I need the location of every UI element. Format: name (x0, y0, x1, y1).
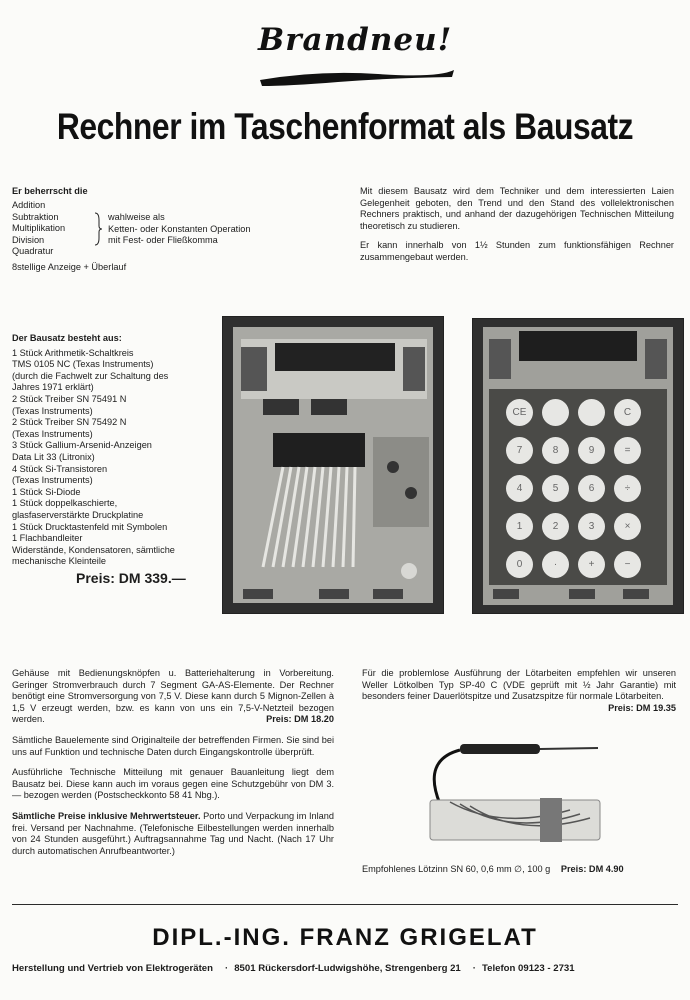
option-line: wahlweise als (108, 212, 165, 222)
soldering-paragraph: Für die problemlose Ausführung der Lötarbeiten empfehlen wir unseren Weller Lötkolben Typ SP-40 C (VDE geprüft mit ½ Jahr Garantie) mit besonders feiner Dauerlötspitze und Zusatzspitze für normale Lötarbeiten. (362, 668, 676, 702)
kit-contents (12, 333, 208, 568)
keypad-key: 3 (578, 513, 605, 540)
operation-item: Addition (12, 200, 46, 210)
operation-item: Division (12, 234, 45, 245)
kit-line: (Texas Instruments) (12, 428, 93, 439)
display-line: 8stellige Anzeige + Überlauf (12, 262, 127, 272)
vat-note: Sämtliche Preise inklusive Mehrwertsteuer. (12, 810, 201, 821)
soldering-iron-icon (420, 740, 606, 846)
kit-line: (Texas Instruments) (12, 475, 93, 486)
keypad-key: 0 (506, 551, 533, 578)
lower-left-text (12, 668, 334, 866)
kit-line: 4 Stück Si-Transistoren (12, 463, 108, 474)
operations-block (12, 186, 302, 272)
kit-line: glasfaserverstärkte Druckplatine (12, 509, 144, 520)
kit-line: TMS 0105 NC (Texas Instruments) (12, 359, 154, 370)
circuit-board-illustration (223, 317, 443, 613)
company-address (12, 963, 682, 974)
operations-heading: Er beherrscht die (12, 186, 88, 196)
footer-divider (12, 904, 678, 905)
keypad-key: 6 (578, 475, 605, 502)
adapter-price: Preis: DM 18.20 (266, 714, 334, 725)
kit-line: 1 Stück Drucktastenfeld mit Symbolen (12, 521, 168, 532)
kit-line: Data Lit 33 (Litronix) (12, 451, 95, 462)
soldering-iron-price: Preis: DM 19.35 (608, 702, 676, 713)
business-line: Herstellung und Vertrieb von Elektrogeräten (12, 963, 213, 974)
operation-item: Quadratur (12, 246, 54, 257)
separator-dot: · (472, 963, 476, 974)
separator-dot: · (224, 963, 229, 974)
keypad-key: CE (506, 399, 533, 426)
kit-line: 1 Stück Si-Diode (12, 486, 81, 497)
kit-price: Preis: DM 339.— (76, 570, 186, 586)
keypad-key (542, 399, 569, 426)
kit-line: 2 Stück Treiber SN 75491 N (12, 393, 127, 404)
brace-icon (94, 212, 102, 246)
shipping-paragraph (12, 811, 334, 857)
keypad-key: 9 (578, 437, 605, 464)
brush-underline (258, 66, 458, 88)
keypad-key: + (578, 551, 605, 578)
housing-paragraph (12, 668, 334, 726)
keypad-photo (472, 318, 684, 614)
phone-line: Telefon 09123 - 2731 (481, 963, 575, 974)
kit-line: 1 Flachbandleiter (12, 533, 83, 544)
kit-line: (Texas Instruments) (12, 405, 93, 416)
kit-line: 1 Stück doppelkaschierte, (12, 498, 118, 509)
components-paragraph: Sämtliche Bauelemente sind Originalteile der betreffenden Firmen. Sie sind bei uns auf Funktion und technische Daten durch Eingangskontrolle überprüft. (12, 734, 334, 757)
kit-line: 2 Stück Treiber SN 75492 N (12, 417, 127, 428)
kit-line: 3 Stück Gallium-Arsenid-Anzeigen (12, 440, 152, 451)
option-line: mit Fest- oder Fließkomma (108, 235, 218, 246)
intro-text (360, 186, 674, 272)
kit-line: Widerstände, Kondensatoren, sämtliche (12, 544, 175, 555)
keypad-key: 4 (506, 475, 533, 502)
brand-text: Brandneu! (258, 22, 453, 58)
keypad-key: C (614, 399, 641, 426)
keypad-key: 8 (542, 437, 569, 464)
soldering-iron-photo (420, 740, 606, 846)
headline: Rechner im Taschenformat als Bausatz (56, 106, 634, 147)
solder-caption (362, 864, 682, 876)
solder-price: Preis: DM 4.90 (560, 864, 624, 874)
keypad-key: 1 (506, 513, 533, 540)
brand-logo (258, 22, 458, 82)
kit-line: (durch die Fachwelt zur Schaltung des (12, 370, 169, 381)
housing-text: Gehäuse mit Bedienungsknöpfen u. Batteriehalterung in Vorbereitung. Geringer Stromverbrauch durch 7 Segment GA-AS-Elemente. Der Rechner benötigt eine Stromversorgung von 7,5 V. Diese kann durch 5 Mignon-Zellen à 1,5 V erzeugt werden, bzw. es kann von uns ein 7,5-V-Netzteil bezogen werden. (12, 668, 334, 725)
solder-caption-text: Empfohlenes Lötzinn SN 60, 0,6 mm ∅, 100 g (362, 864, 551, 874)
operations-options (108, 212, 251, 247)
intro-paragraph: Mit diesem Bausatz wird dem Techniker und dem interessierten Laien Gelegenheit geboten, den Trend und den Stand des vollelektronischen Rechners praktisch, und anhand der dazugehörigen Technischen Mitteilung theoretisch zu studieren. (360, 186, 674, 231)
kit-line: Jahres 1971 erklärt) (12, 382, 94, 393)
shipping-text: Porto und Verpackung im Inland frei. Versand per Nachnahme. (Telefonische Eilbestellungen werden innerhalb von 24 Stunden ausgeführt.) Auftragsannahme Tag und Nacht. (Nach 17 Uhr durch automatischen Anrufbeantworter.) (12, 810, 334, 856)
option-line: Ketten- oder Konstanten Operation (108, 223, 251, 234)
circuit-board-photo (222, 316, 444, 614)
kit-line: mechanische Kleinteile (12, 556, 106, 567)
keypad-key: 5 (542, 475, 569, 502)
keypad-key (578, 399, 605, 426)
kit-heading: Der Bausatz besteht aus: (12, 333, 122, 343)
keypad-key: ÷ (614, 475, 641, 502)
keypad-key: · (542, 551, 569, 578)
keypad-key: 2 (542, 513, 569, 540)
keypad-key: − (614, 551, 641, 578)
keypad-key: = (614, 437, 641, 464)
operations-list (12, 200, 65, 258)
intro-paragraph: Er kann innerhalb von 1½ Stunden zum funktionsfähigen Rechner zusammengebaut werden. (360, 240, 674, 262)
operation-item: Multiplikation (12, 223, 66, 234)
lower-right-text (362, 668, 676, 714)
company-name: DIPL.-ING. FRANZ GRIGELAT (152, 924, 538, 951)
kit-line: 1 Stück Arithmetik-Schaltkreis (12, 347, 134, 358)
manual-paragraph: Ausführliche Technische Mitteilung mit genauer Bauanleitung liegt dem Bausatz bei. Diese kann auch im voraus gegen eine Schutzgebühr von DM 3.— bezogen werden (Postscheckkonto 58 41 Nbg.). (12, 767, 334, 801)
address-line: 8501 Rückersdorf-Ludwigshöhe, Strengenberg 21 (234, 963, 461, 974)
keypad-key: 7 (506, 437, 533, 464)
operation-item: Subtraktion (12, 211, 59, 222)
keypad-key: × (614, 513, 641, 540)
